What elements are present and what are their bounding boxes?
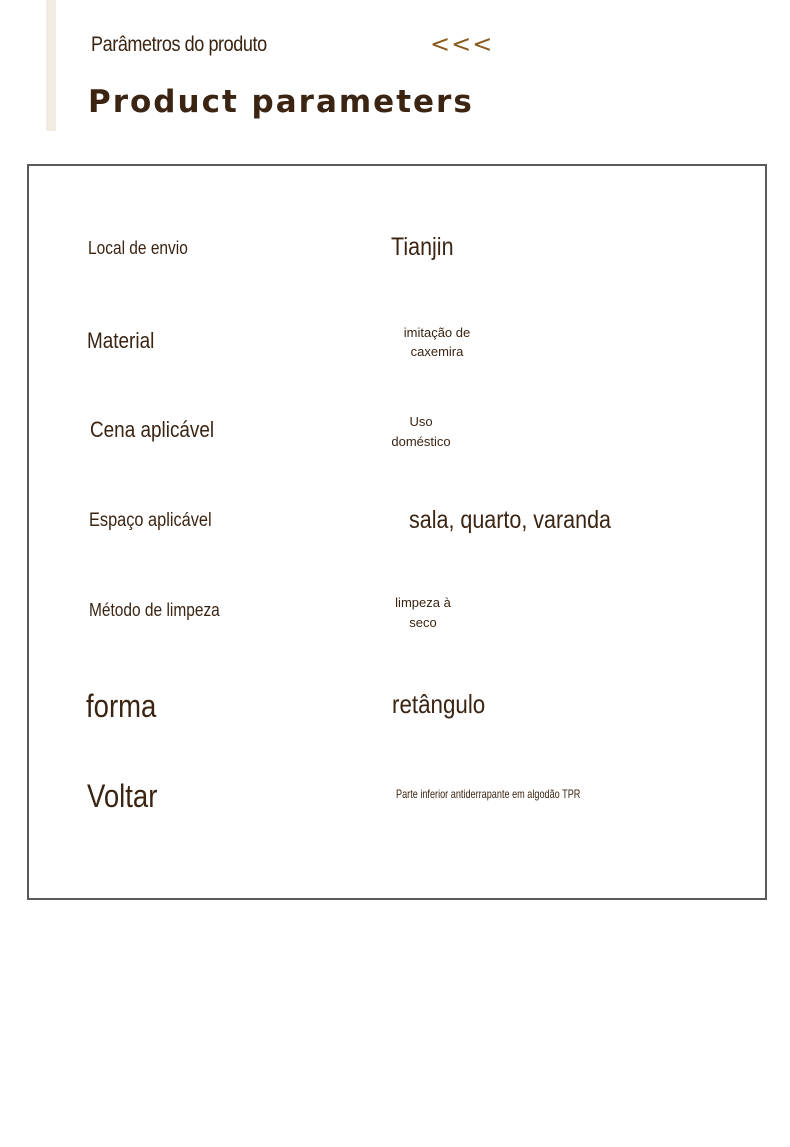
- param-label-espaco: Espaço aplicável: [89, 510, 212, 531]
- param-value-espaco: sala, quarto, varanda: [409, 506, 612, 534]
- back-chevrons[interactable]: <<<: [430, 30, 494, 58]
- param-label-forma: forma: [86, 688, 157, 724]
- param-value-material-line2: caxemira: [410, 344, 464, 359]
- param-label-cena: Cena aplicável: [90, 417, 215, 442]
- param-value-forma: retângulo: [392, 689, 486, 719]
- param-label-voltar: Voltar: [87, 778, 158, 814]
- param-label-metodo: Método de limpeza: [89, 600, 220, 620]
- param-value-material-line1: imitação de: [403, 325, 471, 340]
- param-label-material: Material: [87, 328, 155, 353]
- param-label-local: Local de envio: [88, 238, 188, 258]
- param-value-cena: [386, 412, 456, 452]
- param-value-voltar: Parte inferior antiderrapante em algodão TPR: [396, 787, 581, 801]
- param-value-cena-line2: doméstico: [391, 434, 451, 449]
- param-value-metodo: [389, 593, 457, 633]
- param-value-material: [396, 323, 478, 361]
- param-value-local: Tianjin: [391, 233, 454, 261]
- param-value-metodo-line2: seco: [409, 615, 437, 630]
- param-value-cena-line1: Uso: [409, 414, 433, 429]
- param-value-metodo-line1: limpeza à: [395, 595, 451, 610]
- accent-bar: [46, 0, 56, 131]
- section-subtitle: Parâmetros do produto: [91, 33, 267, 56]
- section-title: Product parameters: [88, 84, 474, 120]
